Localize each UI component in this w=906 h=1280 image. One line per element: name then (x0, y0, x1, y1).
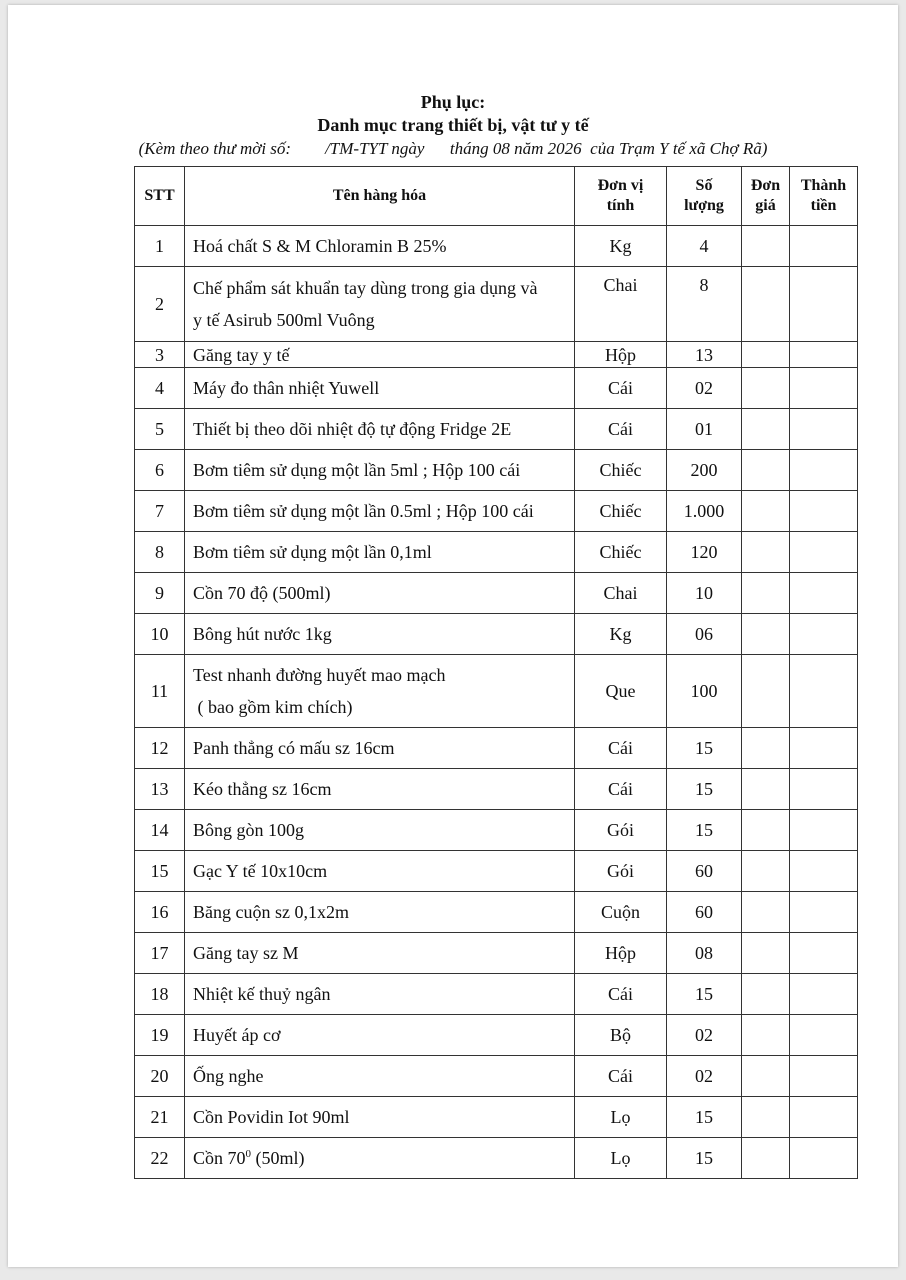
header-price-line-1: Đơn (750, 177, 781, 194)
cell-total (790, 851, 858, 892)
cell-price (742, 1056, 790, 1097)
cell-stt: 11 (135, 655, 185, 728)
header-qty-line-1: Số (695, 177, 713, 194)
cell-stt: 8 (135, 532, 185, 573)
cell-total (790, 974, 858, 1015)
table-row (135, 769, 858, 810)
document-page (8, 5, 898, 1267)
cell-price (742, 1015, 790, 1056)
cell-unit: Que (575, 655, 667, 728)
cell-stt: 2 (135, 267, 185, 342)
cell-total (790, 491, 858, 532)
cell-price (742, 810, 790, 851)
cell-total (790, 450, 858, 491)
cell-unit: Hộp (575, 933, 667, 974)
cell-qty: 15 (667, 810, 742, 851)
cell-name-line-1: Chế phẩm sát khuẩn tay dùng trong gia dụng và (193, 278, 538, 298)
cell-total (790, 573, 858, 614)
cell-qty: 02 (667, 368, 742, 409)
cell-name: Nhiệt kế thuỷ ngân (185, 974, 575, 1015)
cell-name: Băng cuộn sz 0,1x2m (185, 892, 575, 933)
cell-total (790, 1097, 858, 1138)
table-row (135, 810, 858, 851)
table-row (135, 1097, 858, 1138)
cell-qty: 02 (667, 1056, 742, 1097)
table-row (135, 450, 858, 491)
cell-name: Găng tay y tế (185, 342, 575, 368)
cell-name (185, 267, 575, 342)
table-row (135, 267, 858, 342)
cell-unit: Chai (575, 267, 667, 342)
table-row (135, 491, 858, 532)
header-name: Tên hàng hóa (185, 167, 575, 226)
cell-unit: Chai (575, 573, 667, 614)
cell-unit: Cái (575, 728, 667, 769)
cell-unit: Cuộn (575, 892, 667, 933)
cell-total (790, 409, 858, 450)
cell-name: Huyết áp cơ (185, 1015, 575, 1056)
cell-price (742, 342, 790, 368)
cell-price (742, 368, 790, 409)
cell-stt: 5 (135, 409, 185, 450)
cell-total (790, 342, 858, 368)
cell-qty: 60 (667, 892, 742, 933)
cell-price (742, 450, 790, 491)
cell-unit: Gói (575, 851, 667, 892)
table-row (135, 226, 858, 267)
cell-name (185, 655, 575, 728)
cell-total (790, 226, 858, 267)
cell-name: Bơm tiêm sử dụng một lần 5ml ; Hộp 100 cái (185, 450, 575, 491)
table-row (135, 342, 858, 368)
cell-unit: Lọ (575, 1138, 667, 1179)
cell-stt: 20 (135, 1056, 185, 1097)
cell-unit: Cái (575, 1056, 667, 1097)
cell-name: Thiết bị theo dõi nhiệt độ tự động Fridge 2E (185, 409, 575, 450)
cell-price (742, 769, 790, 810)
cell-total (790, 368, 858, 409)
table-row (135, 1138, 858, 1179)
cell-total (790, 1056, 858, 1097)
cell-qty: 08 (667, 933, 742, 974)
cell-total (790, 769, 858, 810)
cell-unit: Bộ (575, 1015, 667, 1056)
cell-qty: 15 (667, 1097, 742, 1138)
cell-stt: 18 (135, 974, 185, 1015)
cell-unit: Kg (575, 614, 667, 655)
cell-qty: 15 (667, 974, 742, 1015)
table-header-row (135, 167, 858, 226)
cell-stt: 10 (135, 614, 185, 655)
cell-price (742, 614, 790, 655)
table-row (135, 368, 858, 409)
cell-qty: 120 (667, 532, 742, 573)
cell-qty: 8 (667, 267, 742, 342)
cell-name: Găng tay sz M (185, 933, 575, 974)
table-row (135, 1056, 858, 1097)
table-row (135, 573, 858, 614)
cell-qty: 4 (667, 226, 742, 267)
cell-unit: Cái (575, 368, 667, 409)
header-unit (575, 167, 667, 226)
table-row (135, 655, 858, 728)
cell-unit: Cái (575, 769, 667, 810)
cell-name-line-2: y tế Asirub 500ml Vuông (193, 310, 375, 330)
cell-qty: 200 (667, 450, 742, 491)
cell-price (742, 974, 790, 1015)
cell-name: Ống nghe (185, 1056, 575, 1097)
cell-total (790, 728, 858, 769)
cell-qty: 10 (667, 573, 742, 614)
cell-name-line-1: Test nhanh đường huyết mao mạch (193, 665, 446, 685)
cell-total (790, 892, 858, 933)
table-row (135, 892, 858, 933)
cell-unit: Chiếc (575, 532, 667, 573)
header-unit-line-1: Đơn vị (597, 177, 644, 194)
cell-price (742, 226, 790, 267)
cell-name: Máy đo thân nhiệt Yuwell (185, 368, 575, 409)
cell-unit: Gói (575, 810, 667, 851)
cell-unit: Chiếc (575, 491, 667, 532)
cell-unit: Hộp (575, 342, 667, 368)
cell-total (790, 532, 858, 573)
table-row (135, 614, 858, 655)
cell-qty: 13 (667, 342, 742, 368)
cell-total (790, 655, 858, 728)
cell-qty: 01 (667, 409, 742, 450)
cell-stt: 6 (135, 450, 185, 491)
cell-stt: 16 (135, 892, 185, 933)
cell-stt: 17 (135, 933, 185, 974)
table-row (135, 409, 858, 450)
document-subtitle: (Kèm theo thư mời số: /TM-TYT ngày tháng 08 năm 2026 của Trạm Y tế xã Chợ Rã) (138, 139, 768, 158)
cell-total (790, 810, 858, 851)
cell-stt: 1 (135, 226, 185, 267)
cell-total (790, 267, 858, 342)
cell-price (742, 851, 790, 892)
cell-qty: 02 (667, 1015, 742, 1056)
cell-stt: 22 (135, 1138, 185, 1179)
cell-stt: 3 (135, 342, 185, 368)
cell-total (790, 1015, 858, 1056)
header-qty-line-2: lượng (684, 197, 724, 214)
table-row (135, 728, 858, 769)
header-total-line-2: tiền (810, 197, 837, 214)
cell-total (790, 1138, 858, 1179)
equipment-table (134, 166, 858, 1179)
cell-total (790, 933, 858, 974)
cell-stt: 4 (135, 368, 185, 409)
cell-name: Bông gòn 100g (185, 810, 575, 851)
cell-stt: 7 (135, 491, 185, 532)
cell-price (742, 573, 790, 614)
header-stt: STT (135, 167, 185, 226)
cell-name: Cồn Povidin Iot 90ml (185, 1097, 575, 1138)
cell-name-superscript: 0 (245, 1148, 252, 1160)
cell-price (742, 655, 790, 728)
cell-price (742, 409, 790, 450)
cell-qty: 15 (667, 1138, 742, 1179)
header-price (742, 167, 790, 226)
cell-price (742, 933, 790, 974)
header-qty (667, 167, 742, 226)
cell-unit: Cái (575, 974, 667, 1015)
cell-stt: 15 (135, 851, 185, 892)
cell-name-part-a: Cồn 70 (193, 1148, 246, 1168)
cell-unit: Cái (575, 409, 667, 450)
cell-unit: Chiếc (575, 450, 667, 491)
cell-stt: 13 (135, 769, 185, 810)
cell-stt: 21 (135, 1097, 185, 1138)
table-row (135, 974, 858, 1015)
cell-qty: 1.000 (667, 491, 742, 532)
table-row (135, 851, 858, 892)
cell-qty: 06 (667, 614, 742, 655)
table-row (135, 933, 858, 974)
cell-name: Bơm tiêm sử dụng một lần 0,1ml (185, 532, 575, 573)
cell-stt: 14 (135, 810, 185, 851)
cell-qty: 15 (667, 728, 742, 769)
appendix-title: Phụ lục: (420, 92, 486, 112)
cell-name: Gạc Y tế 10x10cm (185, 851, 575, 892)
cell-qty: 15 (667, 769, 742, 810)
cell-unit: Lọ (575, 1097, 667, 1138)
cell-stt: 12 (135, 728, 185, 769)
cell-stt: 19 (135, 1015, 185, 1056)
header-price-line-2: giá (755, 197, 776, 214)
cell-name: Kéo thẳng sz 16cm (185, 769, 575, 810)
table-row (135, 1015, 858, 1056)
cell-name: Bơm tiêm sử dụng một lần 0.5ml ; Hộp 100 cái (185, 491, 575, 532)
cell-price (742, 267, 790, 342)
table-row (135, 532, 858, 573)
document-heading: Danh mục trang thiết bị, vật tư y tế (317, 115, 589, 135)
header-total-line-1: Thành (800, 177, 847, 194)
cell-name-line-2: ( bao gồm kim chích) (193, 697, 353, 717)
cell-price (742, 1097, 790, 1138)
cell-qty: 60 (667, 851, 742, 892)
cell-price (742, 532, 790, 573)
cell-name: Bông hút nước 1kg (185, 614, 575, 655)
cell-name: Cồn 70 độ (500ml) (185, 573, 575, 614)
cell-name: Hoá chất S & M Chloramin B 25% (185, 226, 575, 267)
cell-price (742, 1138, 790, 1179)
cell-name (185, 1138, 575, 1179)
cell-price (742, 728, 790, 769)
cell-stt: 9 (135, 573, 185, 614)
cell-qty: 100 (667, 655, 742, 728)
cell-price (742, 892, 790, 933)
cell-total (790, 614, 858, 655)
cell-name: Panh thẳng có mấu sz 16cm (185, 728, 575, 769)
header-total (790, 167, 858, 226)
cell-unit: Kg (575, 226, 667, 267)
cell-name-part-b: (50ml) (251, 1148, 305, 1168)
cell-price (742, 491, 790, 532)
header-unit-line-2: tính (606, 197, 635, 214)
